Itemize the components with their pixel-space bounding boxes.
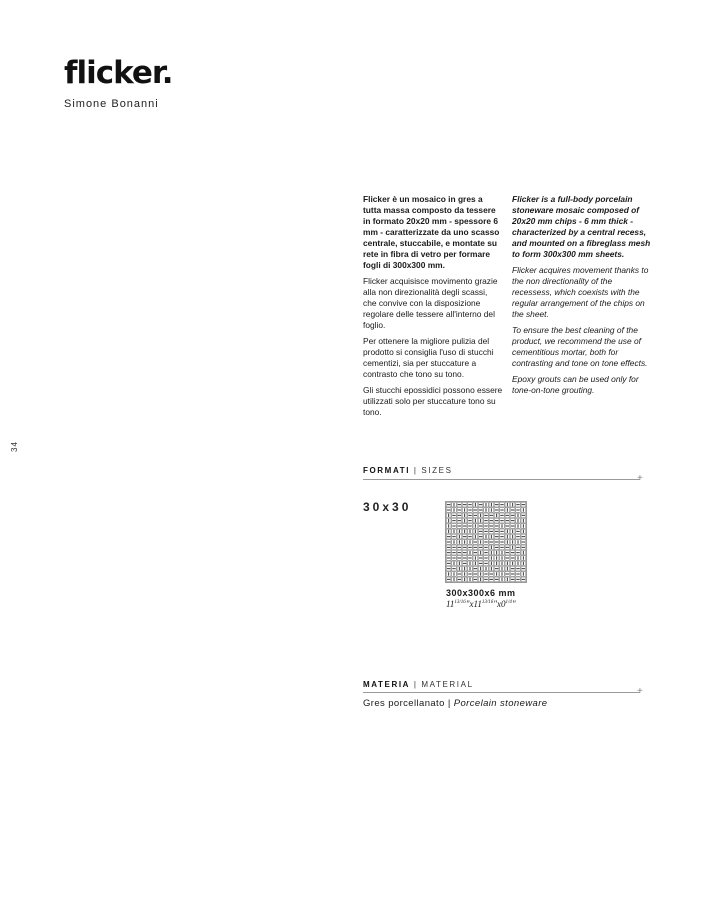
size-title: 30x30	[363, 500, 412, 514]
description-it-paragraph: Flicker acquisisce movimento grazie alla non direzionalità degli scassi, che convive con la disposizione regolare delle tessere all'interno del foglio.	[363, 276, 498, 330]
dim-in-b: x11	[469, 599, 482, 609]
dimension-inches: $11^{13/16}"x11^{13/16}"x0^{1/4}$"	[446, 599, 516, 609]
sizes-section-label	[363, 466, 453, 475]
label-separator: |	[413, 466, 418, 475]
mosaic-tile-icon	[445, 501, 527, 583]
description-en-lead: Flicker is a full-body porcelain stoneware mosaic composed of 20x20 mm chips - 6 mm thick - characterized by a central recess, and mounted on a fibreglass mesh to form 300x300 mm sheets.	[512, 194, 651, 259]
dim-in-b-frac: 13/16	[481, 600, 494, 605]
description-en-paragraph: To ensure the best cleaning of the product, we recommend the use of cementitious mortar, both for contrasting and tone on tone effects.	[512, 325, 648, 368]
description-it-paragraph: Per ottenere la migliore pulizia del prodotto si consiglia l'uso di stucchi cementizi, sia per stuccature a contrasto che tono su tono.	[363, 336, 494, 379]
label-separator: |	[413, 680, 418, 689]
designer-name: Simone Bonanni	[64, 98, 159, 110]
material-value-en: Porcelain stoneware	[453, 698, 548, 709]
material-value	[363, 698, 547, 709]
dim-in-a-frac: 13/16	[454, 600, 466, 605]
plus-icon: +	[637, 473, 643, 484]
description-italian	[363, 194, 503, 423]
sizes-divider	[363, 479, 640, 480]
brand-logo: flicker.	[64, 55, 173, 91]
material-divider	[363, 692, 640, 693]
description-en-paragraph: Flicker acquires movement thanks to the non directionality of the recessess, which coexists with the regular arrangement of the chips on the sheet.	[512, 265, 649, 319]
page-number: 34	[10, 441, 19, 452]
sizes-label-en: SIZES	[421, 466, 453, 475]
description-it-lead: Flicker è un mosaico in gres a tutta massa composto da tessere in formato 20x20 mm - spessore 6 mm - caratterizzate da uno scasso centrale, stuccabile, e montate su rete in fibra di vetro per formare fogli di 300x300 mm.	[363, 194, 500, 270]
material-label-it: MATERIA	[363, 680, 411, 689]
dimension-mm: 300x300x6 mm	[446, 588, 516, 598]
dim-in-c-frac: 1/4	[505, 600, 512, 605]
description-it-paragraph: Gli stucchi epossidici possono essere utilizzati solo per stuccature tono su tono.	[363, 385, 503, 417]
material-label-en: MATERIAL	[421, 680, 474, 689]
sizes-label-it: FORMATI	[363, 466, 411, 475]
material-section-label	[363, 680, 474, 689]
description-english	[512, 194, 652, 401]
material-value-it: Gres porcellanato	[363, 698, 445, 709]
dim-in-a: 11	[446, 599, 455, 609]
plus-icon: +	[637, 686, 643, 697]
dim-in-c: x0	[497, 599, 506, 609]
mosaic-tile-graphic	[446, 502, 526, 582]
description-en-paragraph: Epoxy grouts can be used only for tone-on-tone grouting.	[512, 374, 639, 395]
value-separator: |	[447, 698, 451, 709]
